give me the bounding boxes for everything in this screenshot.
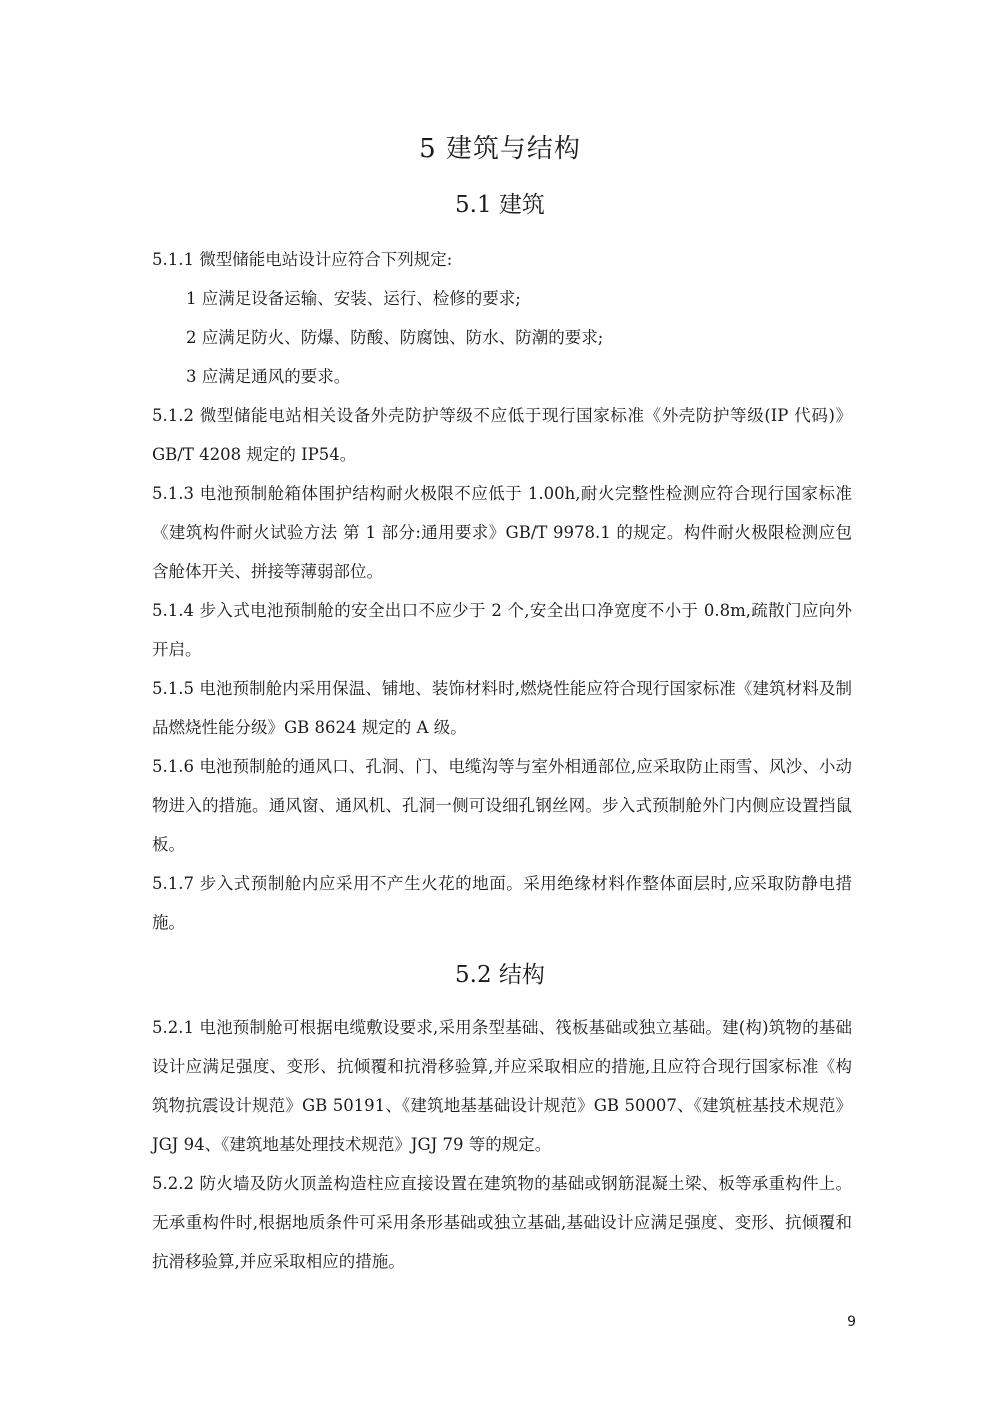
- clause-5-1-2: 5.1.2 微型储能电站相关设备外壳防护等级不应低于现行国家标准《外壳防护等级(IP 代码)》GB/T 4208 规定的 IP54。: [152, 406, 852, 464]
- clause-5-1-1-item-2: 2 应满足防火、防爆、防酸、防腐蚀、防水、防潮的要求;: [186, 328, 604, 347]
- chapter-title: 5 建筑与结构: [419, 134, 581, 164]
- clause-5-1-3: 5.1.3 电池预制舱箱体围护结构耐火极限不应低于 1.00h,耐火完整性检测应符合现行国家标准《建筑构件耐火试验方法 第 1 部分:通用要求》GB/T 9978.1 的规定。构件耐火极限检测应包含舱体开关、拼接等薄弱部位。: [152, 484, 852, 581]
- clause-5-1-6: 5.1.6 电池预制舱的通风口、孔洞、门、电缆沟等与室外相通部位,应采取防止雨雪、风沙、小动物进入的措施。通风窗、通风机、孔洞一侧可设细孔钢丝网。步入式预制舱外门内侧应设置挡鼠板。: [152, 757, 852, 854]
- section-title-5-2: 5.2 结构: [455, 962, 545, 988]
- clause-5-2-1: 5.2.1 电池预制舱可根据电缆敷设要求,采用条型基础、筏板基础或独立基础。建(构)筑物的基础设计应满足强度、变形、抗倾覆和抗滑移验算,并应采取相应的措施,且应符合现行国家标准《构筑物抗震设计规范》GB 50191、《建筑地基基础设计规范》GB 50007、《建筑桩基技术规范》JGJ 94、《建筑地基处理技术规范》JGJ 79 等的规定。: [152, 1018, 852, 1154]
- clause-5-1-4: 5.1.4 步入式电池预制舱的安全出口不应少于 2 个,安全出口净宽度不小于 0.8m,疏散门应向外开启。: [152, 601, 852, 659]
- clause-5-1-1-item-3: 3 应满足通风的要求。: [186, 367, 351, 386]
- clause-5-1-7: 5.1.7 步入式预制舱内应采用不产生火花的地面。采用绝缘材料作整体面层时,应采取防静电措施。: [152, 874, 852, 932]
- clause-5-1-1-item-1: 1 应满足设备运输、安装、运行、检修的要求;: [186, 289, 521, 308]
- clause-5-1-5: 5.1.5 电池预制舱内采用保温、铺地、装饰材料时,燃烧性能应符合现行国家标准《建筑材料及制品燃烧性能分级》GB 8624 规定的 A 级。: [152, 679, 852, 737]
- section-title-5-1: 5.1 建筑: [455, 192, 545, 218]
- clause-5-2-2: 5.2.2 防火墙及防火顶盖构造柱应直接设置在建筑物的基础或钢筋混凝土梁、板等承重构件上。无承重构件时,根据地质条件可采用条形基础或独立基础,基础设计应满足强度、变形、抗倾覆和抗滑移验算,并应采取相应的措施。: [152, 1174, 852, 1271]
- page-number: 9: [847, 1314, 856, 1330]
- clause-5-1-1: 5.1.1 微型储能电站设计应符合下列规定:: [152, 250, 453, 269]
